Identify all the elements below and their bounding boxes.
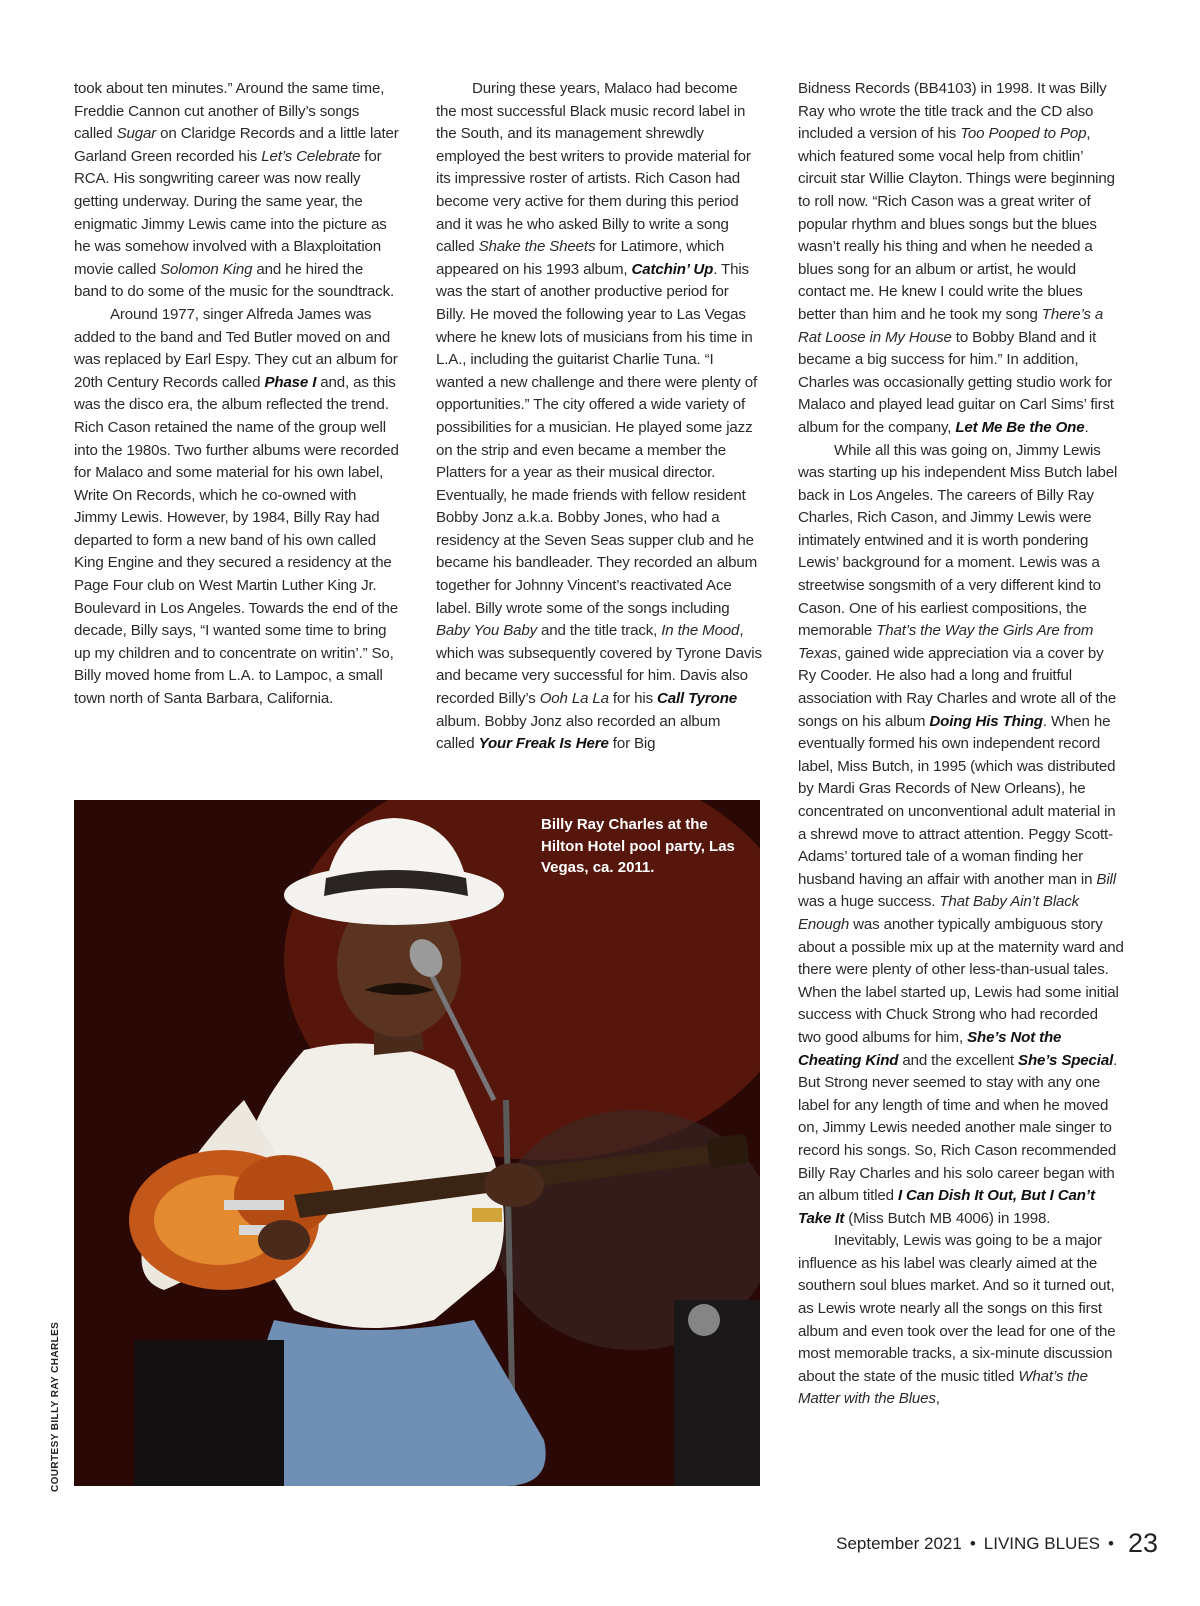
- paragraph: took about ten minutes.” Around the same time, Freddie Cannon cut another of Billy’s songs called Sugar on Claridge Records and a little later Garland Green recorded his Let’s Celebrate for RCA. His songwriting career was now really getting underway. During the same year, the enigmatic Jimmy Lewis came into the picture as he was somehow involved with a Blaxploitation movie called Solomon King and he hired the band to do some of the music for the soundtrack.: [74, 80, 399, 301]
- footer-bullet: •: [1108, 1534, 1114, 1553]
- album-title: I Can Dish It Out, But I Can’t Take It: [798, 1187, 1095, 1227]
- album-title: Call Tyrone: [657, 690, 738, 708]
- song-title: In the Mood: [661, 622, 740, 640]
- paragraph: Inevitably, Lewis was going to be a major influence as his label was clearly aimed at the southern soul blues market. And so it turned out, as Lewis wrote nearly all the songs on this first album and even took over the lead for one of the most memorable tracks, a six-minute discussion about the state of the music titled What’s the Matter with the Blues,: [798, 1232, 1116, 1408]
- text-column-2: [436, 78, 762, 756]
- song-title: Baby You Baby: [436, 622, 537, 640]
- album-title: Let Me Be the One: [955, 418, 1085, 436]
- paragraph: Bidness Records (BB4103) in 1998. It was Billy Ray who wrote the title track and the CD also included a version of his Too Pooped to Pop, which featured some vocal help from chitlin’ circuit star Willie Clayton. Things were beginning to roll now. “Rich Cason was a great writer of popular rhythm and blues songs but the blues wasn’t really his thing and when he needed a blues song for an album or artist, he would contact me. He knew I could write the blues better than him and he took my song There’s a Rat Loose in My House to Bobby Bland and it became a big success for him.” In addition, Charles was occasionally getting studio work for Malaco and played lead guitar on Carl Sims’ first album for the company, Let Me Be the One.: [798, 80, 1115, 436]
- footer-bullet: •: [969, 1534, 976, 1553]
- album-title: Phase I: [264, 373, 317, 391]
- page-footer: [836, 1528, 1158, 1559]
- song-title: That Baby Ain’t Black Enough: [798, 893, 1080, 933]
- album-title: Catchin’ Up: [631, 260, 714, 278]
- song-title: Bill: [1096, 870, 1116, 888]
- song-title: Let’s Celebrate: [261, 147, 361, 165]
- photo-illustration: [74, 800, 760, 1486]
- album-title: Doing His Thing: [929, 712, 1043, 730]
- text-column-3: [798, 78, 1124, 1411]
- movie-title: Solomon King: [160, 260, 253, 278]
- song-title: Sugar: [116, 125, 157, 143]
- magazine-name: LIVING BLUES: [983, 1534, 1100, 1553]
- photo-credit: COURTESY BILLY RAY CHARLES: [50, 1321, 61, 1492]
- song-title: There’s a Rat Loose in My House: [798, 305, 1104, 346]
- paragraph: During these years, Malaco had become the most successful Black music record label in the South, and its management shrewdly employed the best writers to provide material for its impressive roster of artists. Rich Cason had become very active for them during this period and it was he who asked Billy to write a song called Shake the Sheets for Latimore, which appeared on his 1993 album, Catchin’ Up. This was the start of another productive period for Billy. He moved the following year to Las Vegas where he knew lots of musicians from his time in L.A., including the guitarist Charlie Tuna. “I wanted a new challenge and there were plenty of opportunities.” The city offered a wide variety of possibilities for a musician. He played some jazz on the strip and even became a member the Platters for a year as their musical director. Eventually, he made friends with fellow resident Bobby Jonz a.k.a. Bobby Jones, who had a residency at the Seven Seas supper club and he became his bandleader. They recorded an album together for Johnny Vincent’s reactivated Ace label. Billy wrote some of the songs including Baby You Baby and the title track, In the Mood, which was subsequently covered by Tyrone Davis and became very successful for him. Davis also recorded Billy’s Ooh La La for his Call Tyrone album. Bobby Jonz also recorded an album called Your Freak Is Here for Big: [436, 80, 762, 753]
- album-title: Your Freak Is Here: [478, 735, 609, 753]
- song-title: That’s the Way the Girls Are from Texas: [798, 622, 1094, 662]
- photo-caption: Billy Ray Charles at the Hilton Hotel pool party, Las Vegas, ca. 2011.: [541, 816, 735, 876]
- issue-date: September 2021: [836, 1534, 962, 1553]
- page-number: 23: [1127, 1528, 1158, 1558]
- paragraph: While all this was going on, Jimmy Lewis was starting up his independent Miss Butch label back in Los Angeles. The careers of Billy Ray Charles, Rich Cason, and Jimmy Lewis were intimately entwined and it is worth pondering Lewis’ background for a moment. Lewis was a streetwise songsmith of a very different kind to Cason. One of his earliest compositions, the memorable That’s the Way the Girls Are from Texas, gained wide appreciation via a cover by Ry Cooder. He also had a long and fruitful association with Ray Charles and wrote all of the songs on his album Doing His Thing. When he eventually formed his own independent record label, Miss Butch, in 1995 (which was distributed by Mardi Gras Records of New Orleans), he concentrated on unconventional adult material in a shrewd move to attract attention. Peggy Scott-Adams’ tortured tale of a woman finding her husband having an affair with another man in Bill was a huge success. That Baby Ain’t Black Enough was another typically ambiguous story about a possible mix up at the maternity ward and there were plenty of other less-than-usual tales. When the label started up, Lewis had some initial success with Chuck Strong who had recorded two good albums for him, She’s Not the Cheating Kind and the excellent She’s Special. But Strong never seemed to stay with any one label for any length of time and when he moved on, Jimmy Lewis needed another male singer to record his songs. So, Rich Cason recommended Billy Ray Charles and his solo career began with an album titled I Can Dish It Out, But I Can’t Take It (Miss Butch MB 4006) in 1998.: [798, 441, 1124, 1227]
- song-title: What’s the Matter with the Blues: [798, 1367, 1088, 1408]
- album-title: She’s Special: [1018, 1051, 1114, 1069]
- album-title: She’s Not the Cheating Kind: [798, 1028, 1062, 1069]
- text-column-1: [74, 78, 400, 711]
- song-title: Shake the Sheets: [478, 238, 596, 256]
- song-title: Ooh La La: [539, 690, 609, 708]
- paragraph: Around 1977, singer Alfreda James was added to the band and Ted Butler moved on and was replaced by Earl Espy. They cut an album for 20th Century Records called Phase I and, as this was the disco era, the album reflected the trend. Rich Cason retained the name of the group well into the 1980s. Two further albums were recorded for Malaco and some material for his own label, Write On Records, which he co-owned with Jimmy Lewis. However, by 1984, Billy Ray had departed to form a new band of his own called King Engine and they secured a residency at the Page Four club on West Martin Luther King Jr. Boulevard in Los Angeles. Towards the end of the decade, Billy says, “I wanted some time to bring up my children and to concentrate on writin’.” So, Billy moved home from L.A. to Lampoc, a small town north of Santa Barbara, California.: [74, 305, 399, 708]
- song-title: Too Pooped to Pop: [960, 125, 1087, 143]
- photo-billy-ray-charles: [74, 800, 760, 1486]
